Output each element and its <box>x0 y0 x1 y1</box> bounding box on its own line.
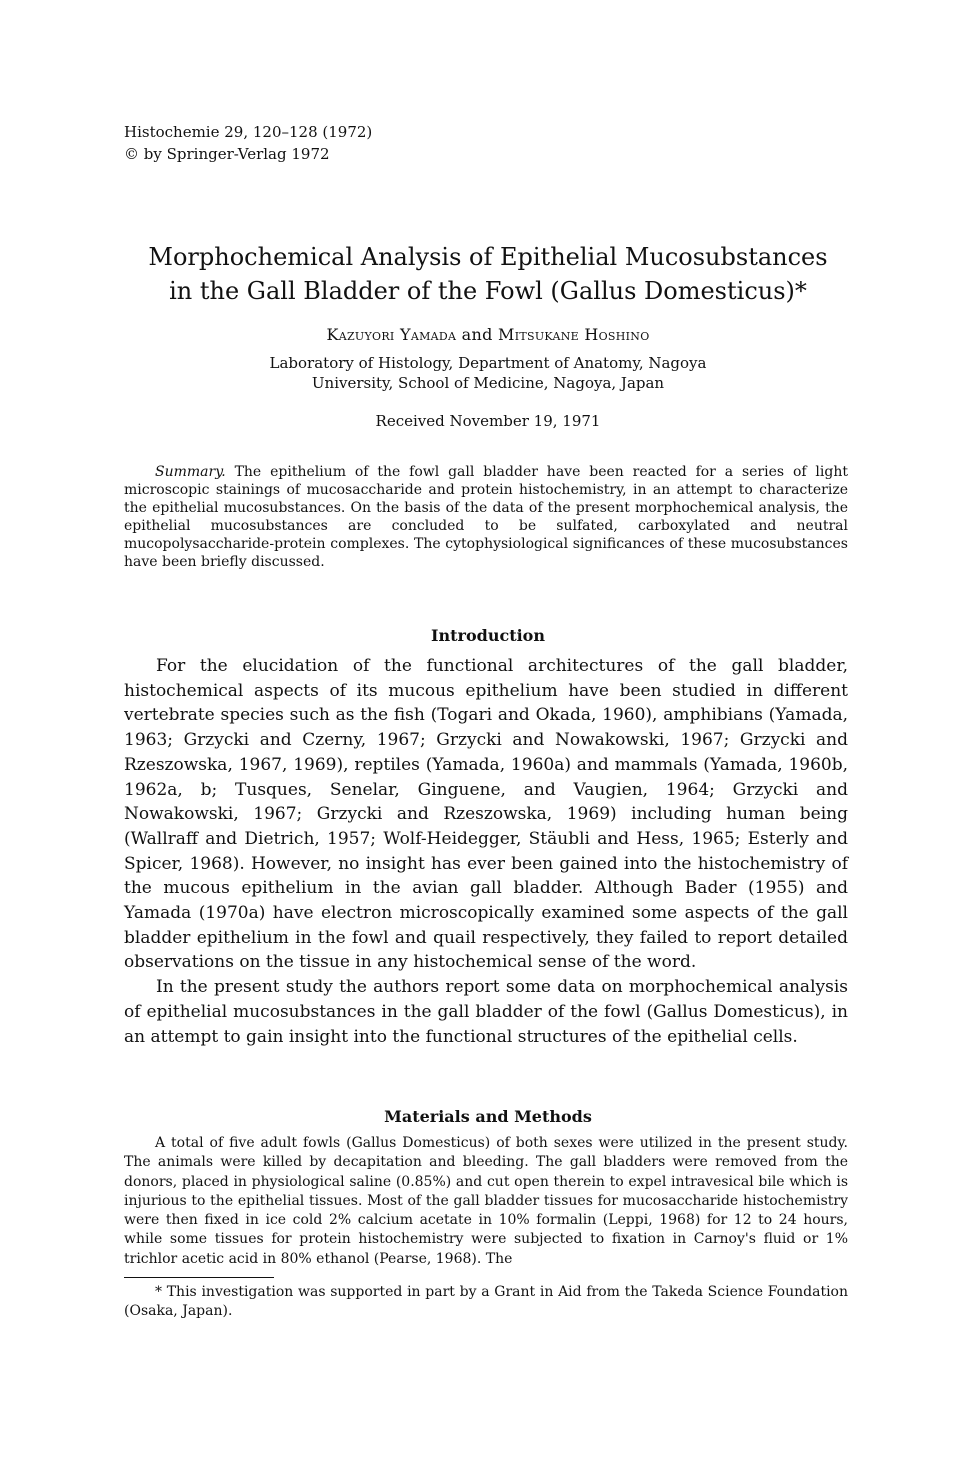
summary-paragraph <box>124 463 848 571</box>
summary-text: The epithelium of the fowl gall bladder have been reacted for a series of light microscopic stainings of mucosaccharide and protein histochemistry, in an attempt to characterize the epithelial mucosubstances. On the basis of the data of the present morphochemical analysis, the epithelial mucosubstances are concluded to be sulfated, carboxylated and neutral mucopolysaccharide-protein complexes. The cytophysiological significances of these mucosubstances have been briefly discussed. <box>124 464 848 570</box>
affiliation <box>100 353 876 393</box>
affiliation-line-2: University, School of Medicine, Nagoya, Japan <box>311 374 665 392</box>
author-list <box>100 325 876 344</box>
introduction-paragraph-2: In the present study the authors report some data on morphochemical analysis of epithelial mucosubstances in the gall bladder of the fowl (Gallus Domesticus), in an attempt to gain insight into the functional structures of the epithelial cells. <box>124 977 848 1047</box>
introduction-paragraph-1: For the elucidation of the functional architectures of the gall bladder, histochemical aspects of its mucous epithelium have been studied in different vertebrate species such as the fish (Togari and Okada, 1960), amphibians (Yamada, 1963; Grzycki and Czerny, 1967; Grzycki and Nowakowski, 1967; Grzycki and Rzeszowska, 1967, 1969), reptiles (Yamada, 1960a) and mammals (Yamada, 1960b, 1962a, b; Tusques, Senelar, Ginguene, and Vaugien, 1964; Grzycki and Nowakowski, 1967; Grzycki and Rzeszowska, 1969) including human being (Wallraff and Dietrich, 1957; Wolf-Heidegger, Stäubli and Hess, 1965; Esterly and Spicer, 1968). However, no insight has ever been gained into the histochemistry of the mucous epithelium in the avian gall bladder. Although Bader (1955) and Yamada (1970a) have electron microscopically examined some aspects of the gall bladder epithelium in the fowl and quail respectively, they failed to report detailed observations on the tissue in any histochemical sense of the word. <box>124 656 848 973</box>
copyright-line: © by Springer-Verlag 1972 <box>124 145 330 163</box>
introduction-body <box>124 654 848 1049</box>
author-conjunction: and <box>461 325 493 344</box>
title-line-1: Morphochemical Analysis of Epithelial Mucosubstances <box>148 243 828 271</box>
article-title <box>100 240 876 308</box>
journal-citation <box>124 121 372 165</box>
materials-methods-paragraph: A total of five adult fowls (Gallus Domesticus) of both sexes were utilized in the present study. The animals were killed by decapitation and bleeding. The gall bladders were removed from the donors, placed in physiological saline (0.85%) and cut open therein to expel intravesical bile which is injurious to the epithelial tissues. Most of the gall bladder tissues for mucosaccharide histochemistry were then fixed in ice cold 2% calcium acetate in 10% formalin (Leppi, 1968) for 12 to 24 hours, while some tissues for protein histochemistry were subjected to fixation in Carnoy's fluid or 1% trichlor acetic acid in 80% ethanol (Pearse, 1968). The <box>124 1135 848 1267</box>
footnote: * This investigation was supported in part by a Grant in Aid from the Takeda Science Foundation (Osaka, Japan). <box>124 1284 848 1319</box>
footnote-divider <box>124 1277 274 1278</box>
author-2: Mitsukane Hoshino <box>498 325 650 344</box>
affiliation-line-1: Laboratory of Histology, Department of Anatomy, Nagoya <box>269 354 707 372</box>
received-date: Received November 19, 1971 <box>375 412 601 430</box>
journal-line: Histochemie 29, 120–128 (1972) <box>124 123 373 141</box>
title-line-2: in the Gall Bladder of the Fowl (Gallus Domesticus)* <box>169 277 807 305</box>
summary-label: Summary. <box>155 464 226 480</box>
introduction-heading: Introduction <box>431 626 545 645</box>
author-1: Kazuyori Yamada <box>326 325 457 344</box>
materials-methods-heading: Materials and Methods <box>384 1107 592 1126</box>
